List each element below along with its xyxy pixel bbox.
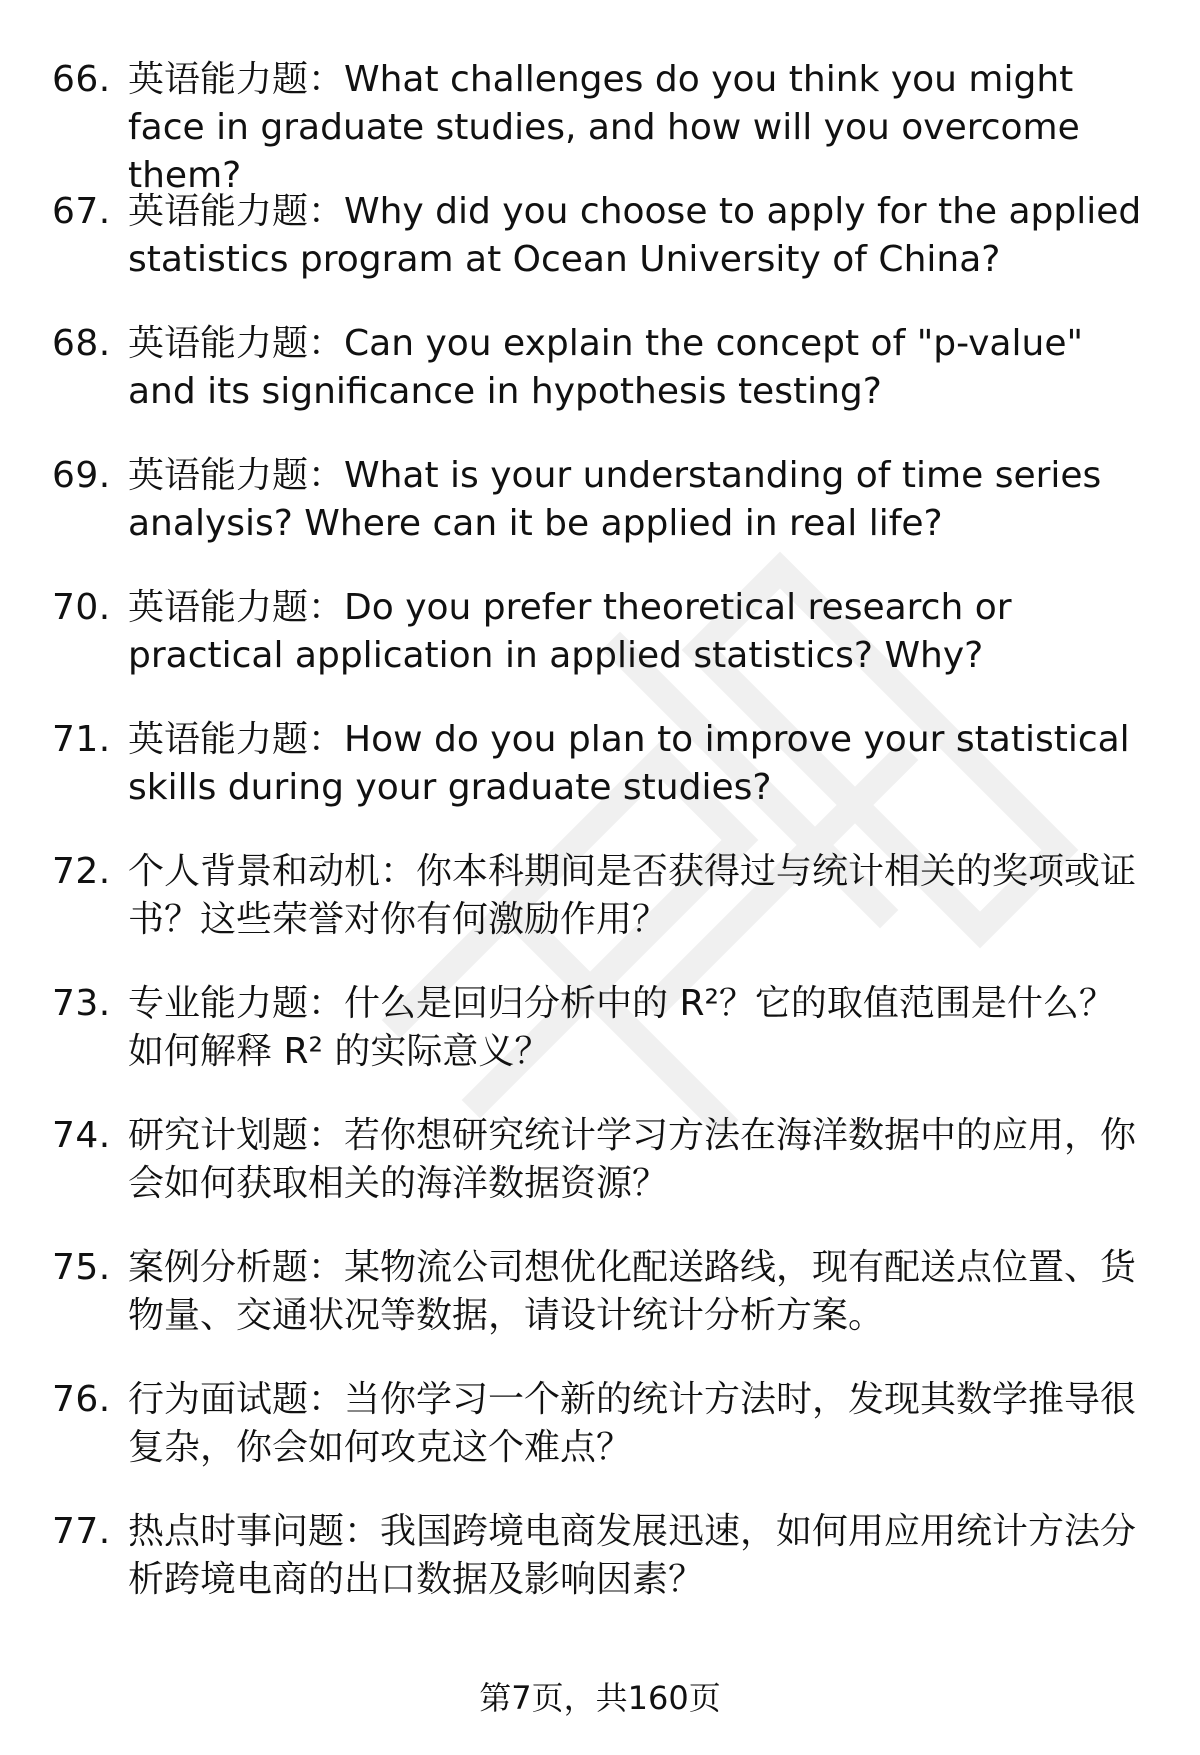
question-item	[0, 1112, 1200, 1244]
question-number: 75.	[52, 1247, 111, 1288]
question-text: 英语能力题：Why did you choose to apply for the applied statistics program at Ocean University of China?	[128, 191, 1142, 280]
question-number: 70.	[52, 587, 111, 628]
question-number: 68.	[52, 323, 111, 364]
question-item	[0, 56, 1200, 196]
question-item	[0, 848, 1200, 980]
question-number: 71.	[52, 719, 111, 760]
question-item	[0, 1244, 1200, 1376]
question-item	[0, 716, 1200, 848]
question-text: 行为面试题：当你学习一个新的统计方法时，发现其数学推导很复杂，你会如何攻克这个难点？	[128, 1379, 1137, 1468]
question-number: 69.	[52, 455, 111, 496]
question-item	[0, 1508, 1200, 1640]
question-number: 72.	[52, 851, 111, 892]
question-text: 英语能力题：What challenges do you think you might face in graduate studies, and how will you overcome them?	[128, 59, 1080, 196]
page-number-footer: 第7页，共160页	[479, 1679, 721, 1717]
question-number: 73.	[52, 983, 111, 1024]
question-text: 热点时事问题：我国跨境电商发展迅速，如何用应用统计方法分析跨境电商的出口数据及影响因素？	[128, 1511, 1137, 1600]
question-text: 英语能力题：How do you plan to improve your statistical skills during your graduate studies?	[128, 719, 1130, 808]
question-number: 76.	[52, 1379, 111, 1420]
question-text: 英语能力题：Do you prefer theoretical research or practical application in applied statistics? Why?	[128, 587, 1012, 676]
question-number: 67.	[52, 191, 111, 232]
question-item	[0, 188, 1200, 320]
question-item	[0, 320, 1200, 452]
question-item	[0, 1376, 1200, 1508]
question-text: 英语能力题：Can you explain the concept of "p-value" and its significance in hypothesis testing?	[128, 323, 1084, 412]
question-text: 专业能力题：什么是回归分析中的 R²？它的取值范围是什么？如何解释 R² 的实际意义？	[128, 983, 1115, 1072]
question-text: 个人背景和动机：你本科期间是否获得过与统计相关的奖项或证书？这些荣誉对你有何激励作用？	[128, 851, 1137, 940]
question-text: 研究计划题：若你想研究统计学习方法在海洋数据中的应用，你会如何获取相关的海洋数据资源？	[128, 1115, 1137, 1204]
question-item	[0, 584, 1200, 716]
question-text: 案例分析题：某物流公司想优化配送路线，现有配送点位置、货物量、交通状况等数据，请设计统计分析方案。	[128, 1247, 1137, 1336]
question-number: 77.	[52, 1511, 111, 1552]
question-item	[0, 452, 1200, 584]
question-number: 74.	[52, 1115, 111, 1156]
question-number: 66.	[52, 59, 111, 100]
question-text: 英语能力题：What is your understanding of time series analysis? Where can it be applied in real life?	[128, 455, 1102, 544]
question-list	[0, 56, 1200, 1640]
question-item	[0, 980, 1200, 1112]
